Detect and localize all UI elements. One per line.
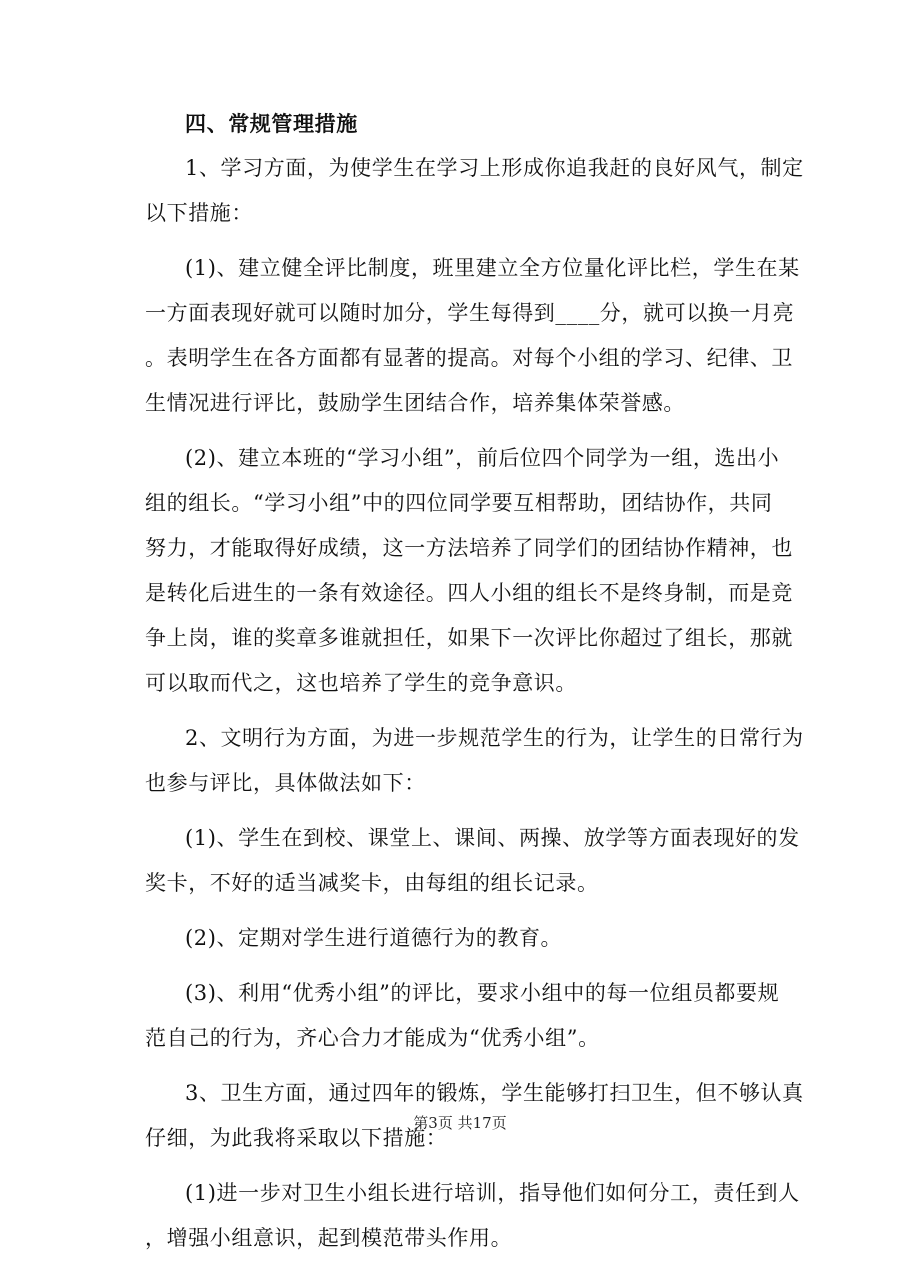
paragraph-line: ，增强小组意识，起到模范带头作用。 xyxy=(145,1226,513,1250)
section-heading: 四、常规管理措施 xyxy=(185,111,358,136)
paragraph-line: 范自己的行为，齐心合力才能成为“优秀小组”。 xyxy=(145,1026,600,1050)
paragraph-line: (3)、利用“优秀小组”的评比，要求小组中的每一位组员都要规 xyxy=(185,981,780,1005)
paragraph-line: 奖卡，不好的适当减奖卡，由每组的组长记录。 xyxy=(145,871,599,895)
paragraph-line: (1)、学生在到校、课堂上、课间、两操、放学等方面表现好的发 xyxy=(185,826,800,850)
paragraph-line: 1、学习方面，为使学生在学习上形成你追我赶的良好风气，制定 xyxy=(185,156,804,180)
paragraph-line: 组的组长。“学习小组”中的四位同学要互相帮助，团结协作，共同 xyxy=(145,491,773,515)
paragraph-line: 努力，才能取得好成绩，这一方法培养了同学们的团结协作精神，也 xyxy=(145,536,793,560)
document-body xyxy=(145,101,804,1261)
paragraph-line: 3、卫生方面，通过四年的锻炼，学生能够打扫卫生，但不够认真 xyxy=(185,1081,804,1105)
paragraph-line: 仔细，为此我将采取以下措施： xyxy=(145,1126,448,1150)
paragraph-line: 2、文明行为方面，为进一步规范学生的行为，让学生的日常行为 xyxy=(185,726,804,750)
paragraph-line: 可以取而代之，这也培养了学生的竞争意识。 xyxy=(145,671,577,695)
paragraph-line: 一方面表现好就可以随时加分，学生每得到____分，就可以换一月亮 xyxy=(145,301,795,325)
paragraph-line: 生情况进行评比，鼓励学生团结合作，培养集体荣誉感。 xyxy=(145,391,685,415)
paragraph-line: (1)、建立健全评比制度，班里建立全方位量化评比栏，学生在某 xyxy=(185,256,800,280)
paragraph-line: 以下措施： xyxy=(145,201,253,225)
paragraph-line: (2)、定期对学生进行道德行为的教育。 xyxy=(185,926,563,950)
paragraph-line: 争上岗，谁的奖章多谁就担任，如果下一次评比你超过了组长，那就 xyxy=(145,626,793,650)
paragraph-line: (2)、建立本班的“学习小组”，前后位四个同学为一组，选出小 xyxy=(185,446,780,470)
paragraph-line: 是转化后进生的一条有效途径。四人小组的组长不是终身制，而是竞 xyxy=(145,581,793,605)
page-number-footer: 第3页 共17页 xyxy=(413,1114,507,1132)
paragraph-line: (1)进一步对卫生小组长进行培训，指导他们如何分工，责任到人 xyxy=(185,1181,800,1205)
paragraph-line: 。表明学生在各方面都有显著的提高。对每个小组的学习、纪律、卫 xyxy=(145,346,793,370)
paragraph-line: 也参与评比，具体做法如下： xyxy=(145,771,426,795)
